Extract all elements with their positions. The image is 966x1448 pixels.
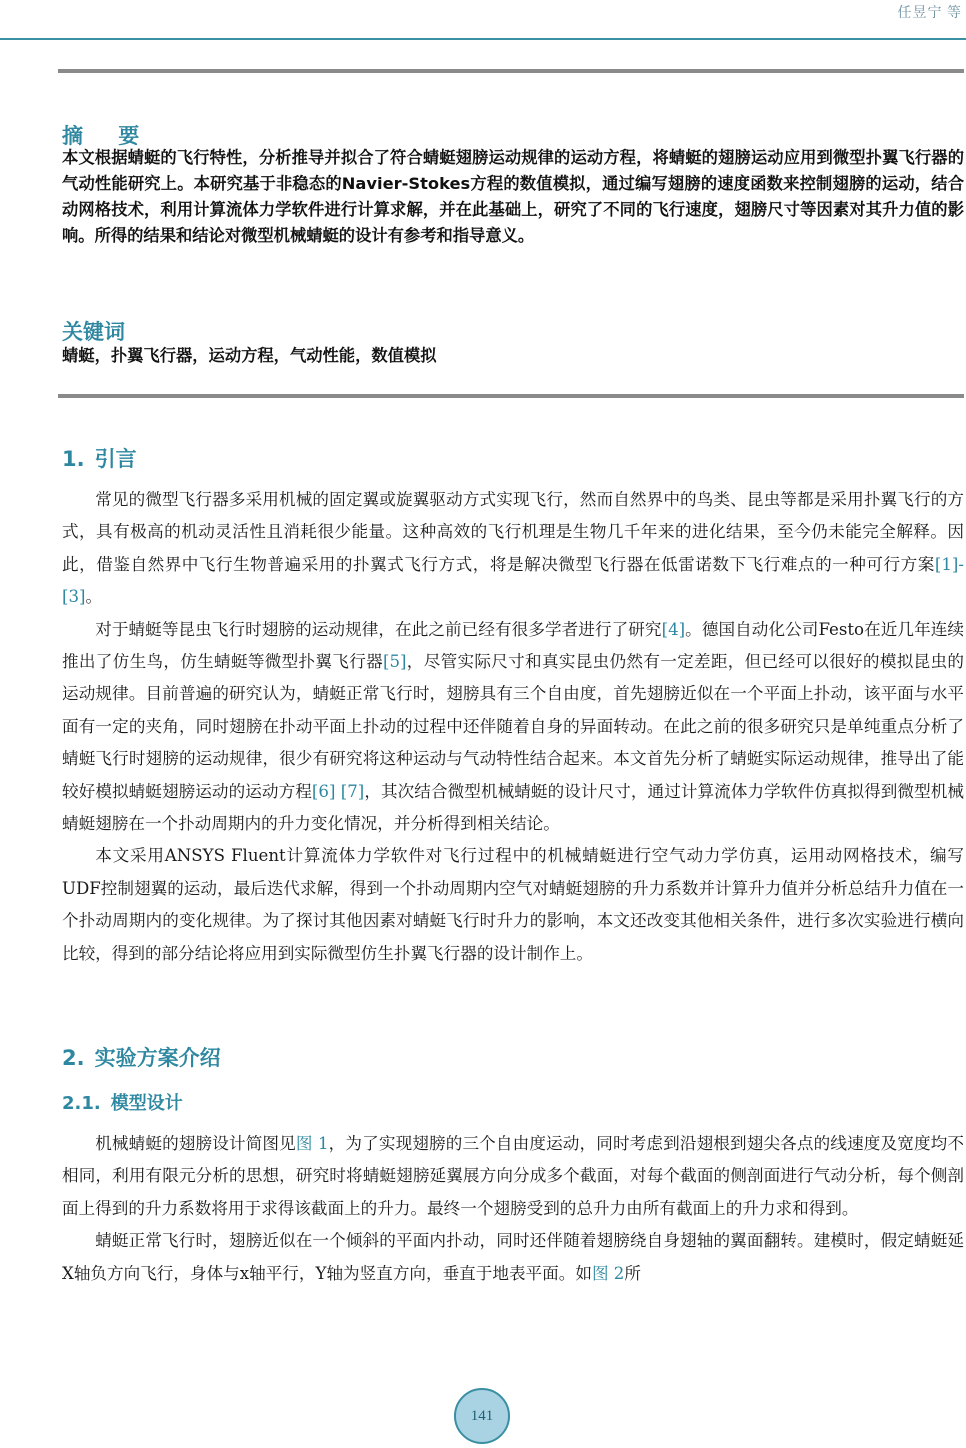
citation-link[interactable]: [5] (382, 652, 407, 672)
section-2-heading (62, 1042, 221, 1072)
intro-paragraph-2 (62, 614, 964, 841)
citation-link[interactable]: [4] (661, 619, 686, 639)
intro-p2-b: 。德国自动化公司Festo在近几年连续推出了仿生鸟，仿生蜻蜓等微型扑翼飞行器 (62, 619, 964, 672)
citation-link[interactable]: [6] [7] (311, 781, 365, 801)
subsection-2-1-title: 模型设计 (110, 1093, 183, 1114)
model-paragraph-2 (62, 1225, 964, 1290)
model-p1-a: 机械蜻蜓的翅膀设计简图见 (95, 1134, 296, 1153)
keywords-text: 蜻蜓，扑翼飞行器，运动方程，气动性能，数值模拟 (62, 346, 437, 365)
intro-p2-a: 对于蜻蜓等昆虫飞行时翅膀的运动规律，在此之前已经有很多学者进行了研究 (95, 619, 662, 639)
introduction-body (62, 484, 964, 970)
model-paragraph-1 (62, 1128, 964, 1225)
intro-paragraph-1 (62, 484, 964, 614)
model-p1-b: ，为了实现翅膀的三个自由度运动，同时考虑到沿翅根到翅尖各点的线速度及宽度均不相同，利用有限元分析的思想，研究时将蜻蜓翅膀延翼展方向分成多个截面，对每个截面的侧剖面进行气动分析，每个侧剖面上得到的升力系数将用于求得该截面上的升力。最终一个翅膀受到的总升力由所有截面上的升力求和得到。 (62, 1134, 964, 1218)
page-number-badge: 141 (454, 1388, 510, 1444)
section-2-title: 实验方案介绍 (94, 1046, 221, 1070)
header-rule (0, 38, 966, 40)
intro-p2-c: ，尽管实际尺寸和真实昆虫仍然有一定差距，但已经可以很好的模拟昆虫的运动规律。目前普遍的研究认为，蜻蜓正常飞行时，翅膀具有三个自由度，首先翅膀近似在一个平面上扑动，该平面与水平面有一定的夹角，同时翅膀在扑动平面上扑动的过程中还伴随着自身的异面转动。在此之前的很多研究只是单纯重点分析了蜻蜓飞行时翅膀的运动规律，很少有研究将这种运动与气动特性结合起来。本文首先分析了蜻蜓实际运动规律，推导出了能较好模拟蜻蜓翅膀运动的运动方程 (62, 652, 964, 801)
intro-p1-end: 。 (85, 587, 103, 607)
running-header-author: 任昱宁 等 (897, 6, 962, 21)
section-1-number: 1. (62, 447, 85, 471)
model-p2-a: 蜻蜓正常飞行时，翅膀近似在一个倾斜的平面内扑动，同时还伴随着翅膀绕自身翅轴的翼面翻转。建模时，假定蜻蜓延X轴负方向飞行，身体与x轴平行，Y轴为竖直方向，垂直于地表平面。如 (62, 1231, 964, 1283)
figure-link[interactable]: 图 2 (591, 1263, 625, 1283)
keywords-heading: 关键词 (62, 320, 125, 345)
model-p2-b: 所 (624, 1263, 641, 1283)
intro-p2-d: ，其次结合微型机械蜻蜓的设计尺寸，通过计算流体力学软件仿真拟得到微型机械蜻蜓翅膀在一个扑动周期内的升力变化情况，并分析得到相关结论。 (62, 781, 965, 834)
section-1-title: 引言 (94, 447, 137, 471)
intro-p1-text: 常见的微型飞行器多采用机械的固定翼或旋翼驱动方式实现飞行，然而自然界中的鸟类、昆虫等都是采用扑翼飞行的方式，具有极高的机动灵活性且消耗很少能量。这种高效的飞行机理是生物几千年来的进化结果，至今仍未能完全解释。因此，借鉴自然界中飞行生物普遍采用的扑翼式飞行方式，将是解决微型飞行器在低雷诺数下飞行难点的一种可行方案 (62, 490, 964, 574)
abstract-top-rule (58, 69, 964, 73)
citation-link[interactable]: [1]-[3] (62, 554, 964, 607)
subsection-2-1-number: 2.1. (62, 1093, 101, 1114)
model-design-body (62, 1128, 964, 1290)
section-2-number: 2. (62, 1046, 85, 1070)
subsection-2-1-heading (62, 1089, 183, 1115)
figure-link[interactable]: 图 1 (295, 1134, 329, 1153)
abstract-text: 本文根据蜻蜓的飞行特性，分析推导并拟合了符合蜻蜓翅膀运动规律的运动方程，将蜻蜓的翅膀运动应用到微型扑翼飞行器的气动性能研究上。本研究基于非稳态的Navier-Stokes方程的数值模拟，通过编写翅膀的速度函数来控制翅膀的运动，结合动网格技术，利用计算流体力学软件进行计算求解，并在此基础上，研究了不同的飞行速度，翅膀尺寸等因素对其升力值的影响。所得的结果和结论对微型机械蜻蜓的设计有参考和指导意义。 (62, 148, 964, 245)
section-1-heading (62, 443, 137, 473)
intro-paragraph-3: 本文采用ANSYS Fluent计算流体力学软件对飞行过程中的机械蜻蜓进行空气动力学仿真，运用动网格技术，编写UDF控制翅翼的运动，最后迭代求解，得到一个扑动周期内空气对蜻蜓翅膀的升力系数并计算升力值并分析总结升力值在一个扑动周期内的变化规律。为了探讨其他因素对蜻蜓飞行时升力的影响，本文还改变其他相关条件，进行多次实验进行横向比较，得到的部分结论将应用到实际微型仿生扑翼飞行器的设计制作上。 (62, 846, 964, 963)
abstract-heading: 摘 要 (62, 124, 154, 149)
abstract-bottom-rule (58, 394, 964, 398)
